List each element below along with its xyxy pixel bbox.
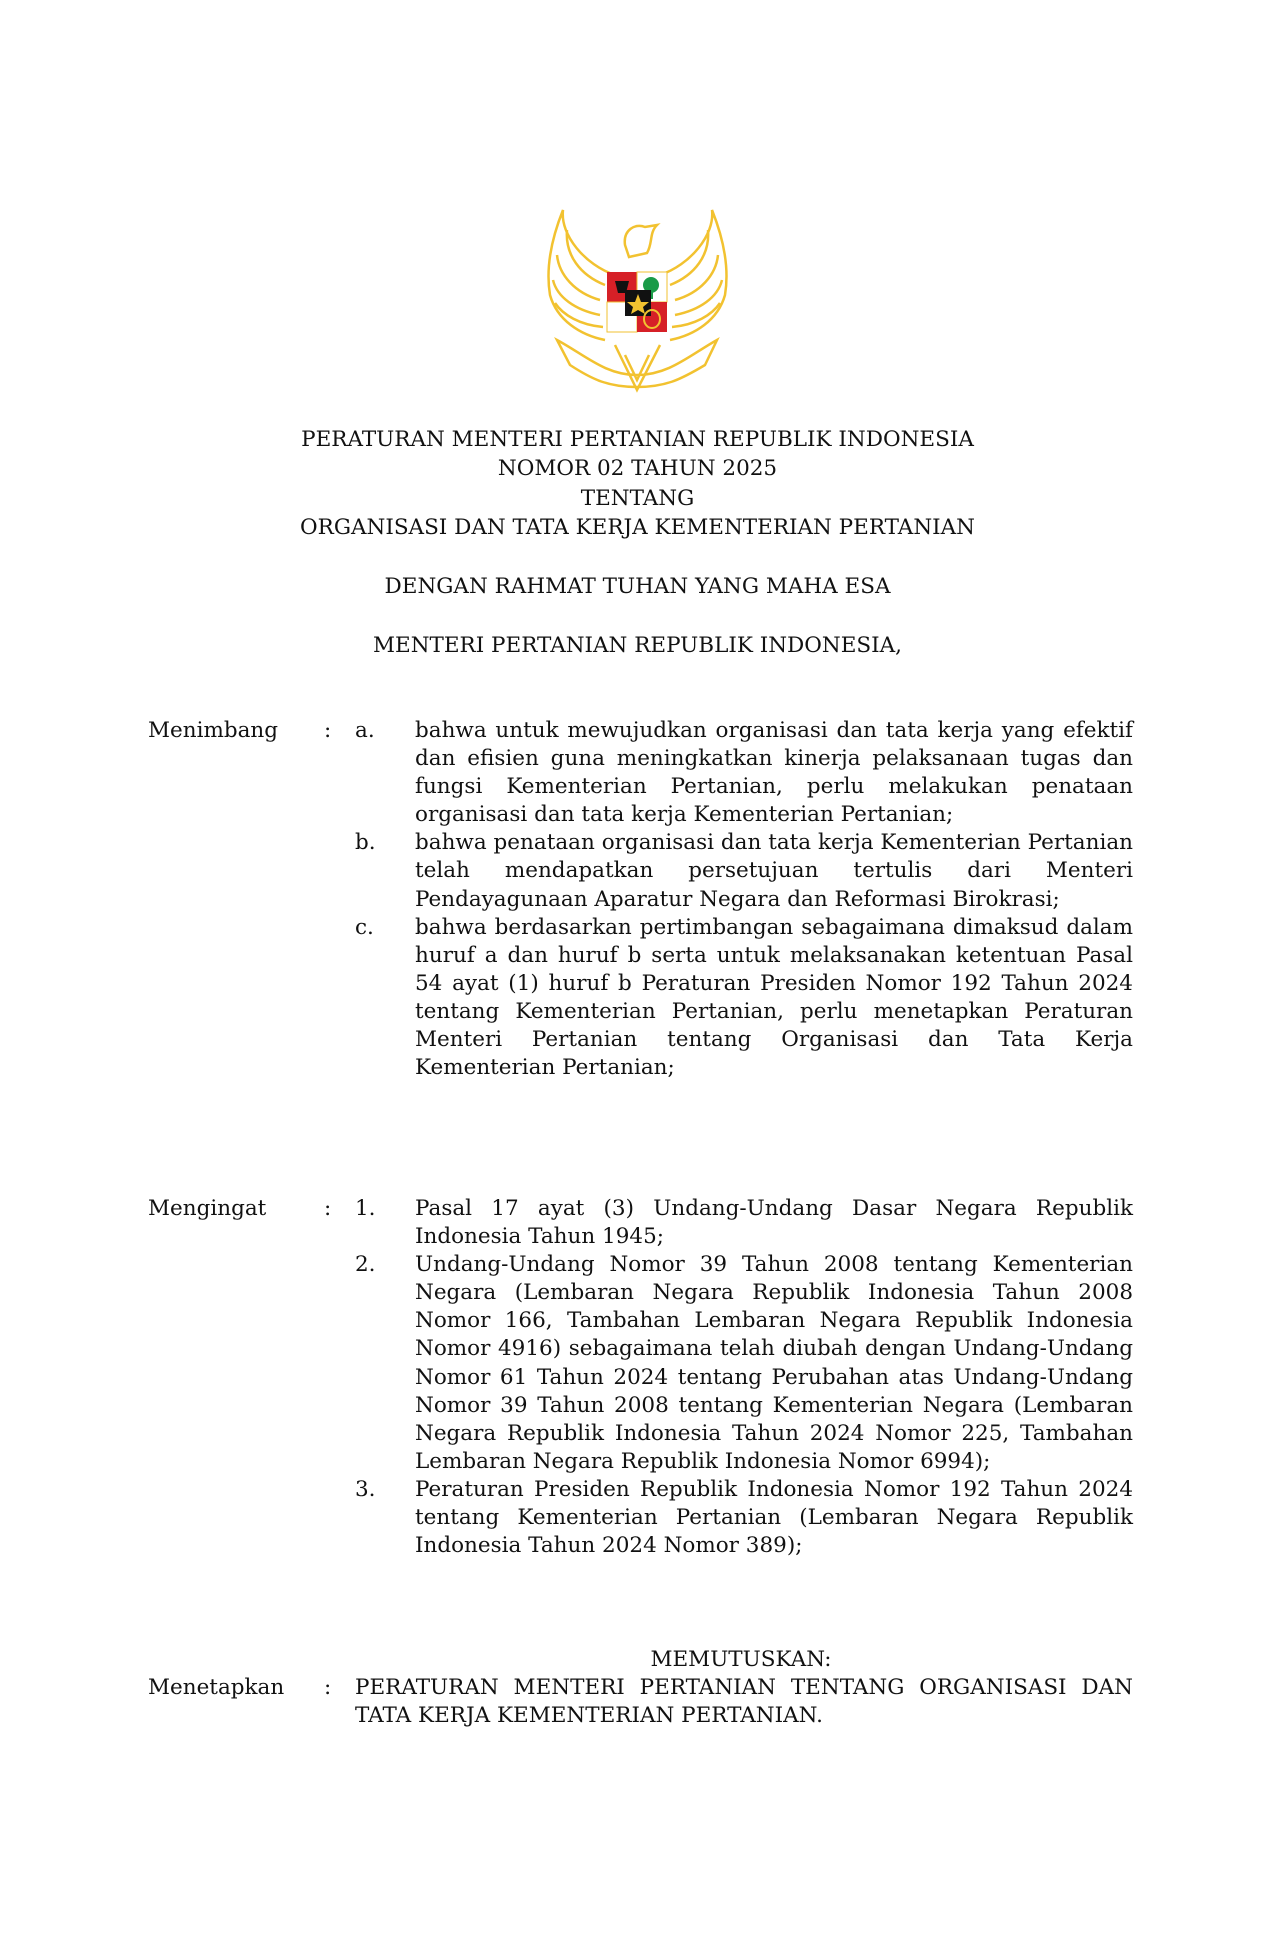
item-marker: c. <box>355 914 374 940</box>
item-marker: 1. <box>355 1196 376 1221</box>
list-item <box>355 1195 1133 1251</box>
item-text: Peraturan Presiden Republik Indonesia Nomor 192 Tahun 2024 tentang Kementerian Pertanian (Lembaran Negara Republik Indonesia Tahun 2024 Nomor 389); <box>415 1476 1133 1559</box>
menetapkan-label: Menetapkan <box>148 1675 285 1700</box>
menimbang-section <box>148 717 1133 1082</box>
menetapkan-text: PERATURAN MENTERI PERTANIAN TENTANG ORGANISASI DAN TATA KERJA KEMENTERIAN PERTANIAN. <box>355 1675 1133 1729</box>
colon: : <box>324 1196 332 1221</box>
item-text: Pasal 17 ayat (3) Undang-Undang Dasar Negara Republik Indonesia Tahun 1945; <box>415 1196 1133 1250</box>
mengingat-section <box>148 1195 1133 1560</box>
title-subject: ORGANISASI DAN TATA KERJA KEMENTERIAN PERTANIAN <box>300 514 975 540</box>
menetapkan-section <box>148 1674 1133 1730</box>
title-tentang: TENTANG <box>580 485 695 511</box>
invocation: DENGAN RAHMAT TUHAN YANG MAHA ESA <box>384 574 891 599</box>
item-text: Undang-Undang Nomor 39 Tahun 2008 tentang Kementerian Negara (Lembaran Negara Republik Indonesia Tahun 2008 Nomor 166, Tambahan Lembaran Negara Republik Indonesia Nomor 4916) sebagaimana telah diubah dengan Undang-Undang Nomor 61 Tahun 2024 tentang Perubahan atas Undang-Undang Nomor 39 Tahun 2008 tentang Kementerian Negara (Lembaran Negara Republik Indonesia Tahun 2024 Nomor 225, Tambahan Lembaran Negara Republik Indonesia Nomor 6994); <box>415 1252 1133 1474</box>
garuda-pancasila-emblem <box>545 205 730 400</box>
list-item <box>355 1251 1133 1476</box>
list-item <box>355 914 1133 1083</box>
item-marker: 3. <box>355 1476 376 1502</box>
item-marker: a. <box>355 718 375 743</box>
title-number: NOMOR 02 TAHUN 2025 <box>497 456 778 482</box>
title-line: PERATURAN MENTERI PERTANIAN REPUBLIK INDONESIA <box>301 427 974 452</box>
list-item <box>355 717 1133 829</box>
colon: : <box>324 718 332 743</box>
menimbang-label: Menimbang <box>148 718 279 743</box>
tail <box>615 345 660 390</box>
list-item <box>355 1476 1133 1560</box>
item-marker: 2. <box>355 1252 376 1278</box>
eagle-head <box>625 225 657 257</box>
mengingat-label: Mengingat <box>148 1196 267 1221</box>
item-text: bahwa untuk mewujudkan organisasi dan tata kerja yang efektif dan efisien guna meningkatkan kinerja pelaksanaan tugas dan fungsi Kementerian Pertanian, perlu melakukan penataan organisasi dan tata kerja Kementerian Pertanian; <box>415 718 1133 828</box>
item-text: bahwa penataan organisasi dan tata kerja Kementerian Pertanian telah mendapatkan persetujuan tertulis dari Menteri Pendayagunaan Aparatur Negara dan Reformasi Birokrasi; <box>415 830 1133 912</box>
list-item <box>355 829 1133 913</box>
memutuskan-heading: MEMUTUSKAN: <box>650 1647 832 1672</box>
authority: MENTERI PERTANIAN REPUBLIK INDONESIA, <box>372 633 903 658</box>
item-marker: b. <box>355 830 376 856</box>
regulation-title <box>0 425 1275 542</box>
left-wing <box>548 210 615 340</box>
colon: : <box>324 1675 332 1700</box>
item-text: bahwa berdasarkan pertimbangan sebagaimana dimaksud dalam huruf a dan huruf b serta untuk melaksanakan ketentuan Pasal 54 ayat (1) huruf b Peraturan Presiden Nomor 192 Tahun 2024 tentang Kementerian Pertanian, perlu menetapkan Peraturan Menteri Pertanian tentang Organisasi dan Tata Kerja Kementerian Pertanian; <box>415 914 1133 1081</box>
right-wing <box>660 210 727 340</box>
